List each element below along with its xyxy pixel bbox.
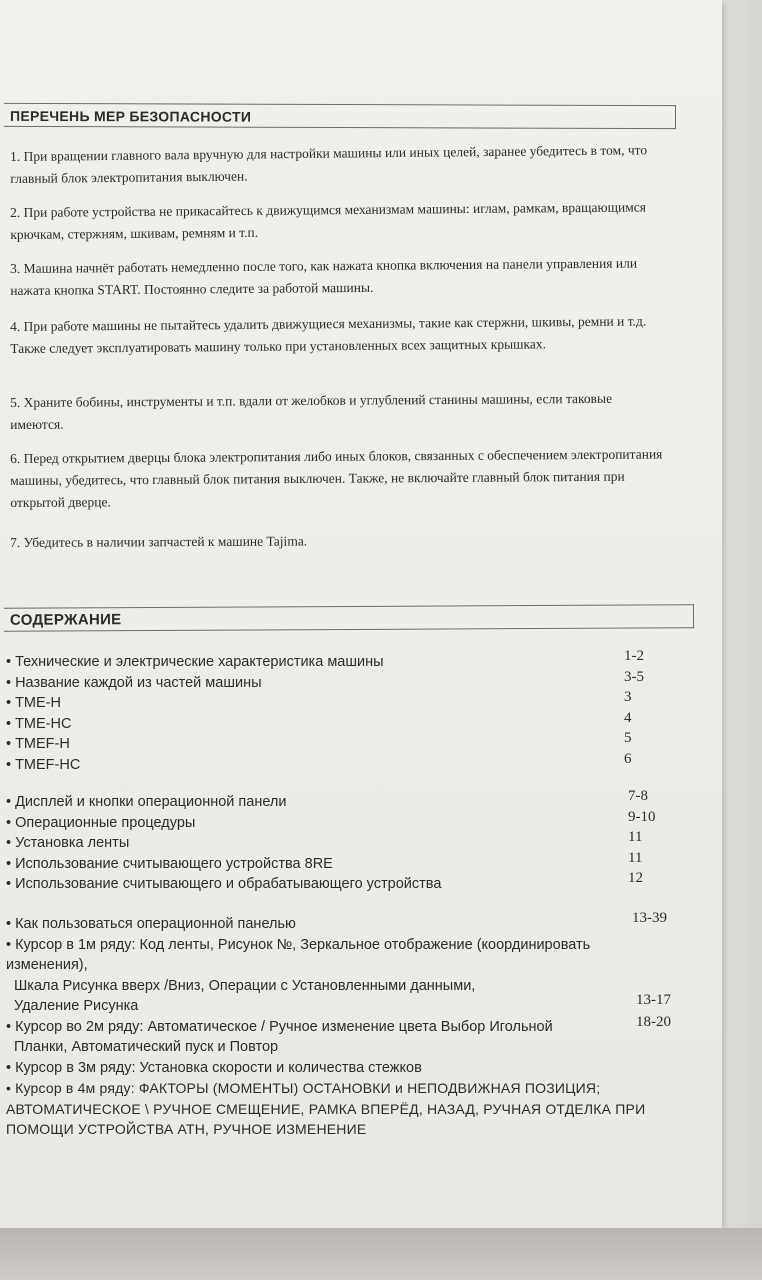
page-number: 3 <box>624 689 632 705</box>
page-number: 6 <box>624 750 632 767</box>
page-number: 7-8 <box>628 788 648 804</box>
list-item: • TME-H <box>6 695 61 711</box>
list-item-continuation: Шкала Рисунка вверх /Вниз, Операции с Установленными данными, <box>14 977 476 994</box>
toc-group-1 <box>6 652 646 775</box>
list-item: • TME-HC <box>6 715 72 732</box>
list-item: • Установка ленты <box>6 835 130 851</box>
toc-group-2 <box>6 792 646 895</box>
contents-heading: СОДЕРЖАНИЕ <box>4 604 694 632</box>
page-number: 5 <box>624 730 632 746</box>
safety-item-7: 7. Убедитесь в наличии запчастей к машине Tajima. <box>10 533 308 550</box>
list-item: • Использование считывающего и обрабатывающего устройства <box>6 876 442 892</box>
list-item: • Использование считывающего устройства 8RE <box>6 855 333 872</box>
safety-item-4: 4. При работе машины не пытайтесь удалить движущиеся механизмы, такие как стержни, шкивы, ремни и т.д. Также следует эксплуатировать машину только при установленных всех защитных крышках. <box>10 313 647 356</box>
page-number: 1-2 <box>624 648 644 664</box>
list-item-continuation: Планки, Автоматический пуск и Повтор <box>14 1039 279 1055</box>
table-surface <box>0 1228 762 1280</box>
list-item: • TMEF-HC <box>6 756 81 773</box>
list-item: • Курсор в 3м ряду: Установка скорости и количества стежков <box>6 1059 422 1076</box>
page-number: 4 <box>624 709 632 726</box>
safety-item-1: 1. При вращении главного вала вручную для настройки машины или иных целей, заранее убедитесь в том, что главный блок электропитания выключен. <box>10 142 648 186</box>
list-item: • Операционные процедуры <box>6 814 196 831</box>
page-number: 3-5 <box>624 668 644 685</box>
list-item-continuation: Удаление Рисунка <box>14 998 139 1014</box>
page-number: 9-10 <box>628 808 656 825</box>
toc-group-3 <box>6 914 670 1140</box>
list-item: • Дисплей и кнопки операционной панели <box>6 794 287 810</box>
page-number: 13-39 <box>632 910 667 926</box>
list-item: • Как пользоваться операционной панелью <box>6 916 296 932</box>
list-item: • Курсор в 4м ряду: ФАКТОРЫ (МОМЕНТЫ) ОСТАНОВКИ и НЕПОДВИЖНАЯ ПОЗИЦИЯ; АВТОМАТИЧЕСКОЕ \ РУЧНОЕ СМЕЩЕНИЕ, РАМКА ВПЕРЁД, НАЗАД, РУЧНАЯ ОТДЕЛКА ПРИ ПОМОЩИ УСТРОЙСТВА АТН, РУЧНОЕ ИЗМЕНЕНИЕ <box>6 1080 646 1137</box>
page-number: 12 <box>628 870 643 886</box>
list-item: • Технические и электрические характеристика машины <box>6 654 384 670</box>
page-number: 11 <box>628 829 643 845</box>
list-item: • Курсор в 1м ряду: Код ленты, Рисунок №, Зеркальное отображение (координировать изменения), <box>6 936 591 973</box>
list-item: • TMEF-H <box>6 736 70 752</box>
safety-item-5: 5. Храните бобины, инструменты и т.п. вдали от желобков и углублений станины машины, если таковые имеются. <box>10 390 613 432</box>
list-item: • Название каждой из частей машины <box>6 674 262 691</box>
safety-item-6: 6. Перед открытием дверцы блока электропитания либо иных блоков, связанных с обеспечением электропитания машины, убедитесь, что главный блок питания выключен. Также, не включайте главный блок питания при открытой дверце. <box>10 446 663 510</box>
safety-item-2: 2. При работе устройства не прикасайтесь к движущимся механизмам машины: иглам, рамкам, вращающимся крючкам, стержням, шкивам, ремням и т.п. <box>10 199 646 242</box>
toc-pages-1 <box>624 646 684 769</box>
page-number: 18-20 <box>636 1014 671 1030</box>
list-item: • Курсор во 2м ряду: Автоматическое / Ручное изменение цвета Выбор Игольной <box>6 1018 553 1035</box>
page-number: 11 <box>628 849 643 866</box>
safety-item-3: 3. Машина начнёт работать немедленно после того, как нажата кнопка включения на панели управления или нажата кнопка START. Постоянно следите за работой машины. <box>10 255 638 298</box>
page-number: 13-17 <box>636 992 671 1008</box>
toc-pages-2 <box>628 786 688 889</box>
safety-heading: ПЕРЕЧЕНЬ МЕР БЕЗОПАСНОСТИ <box>4 103 676 129</box>
